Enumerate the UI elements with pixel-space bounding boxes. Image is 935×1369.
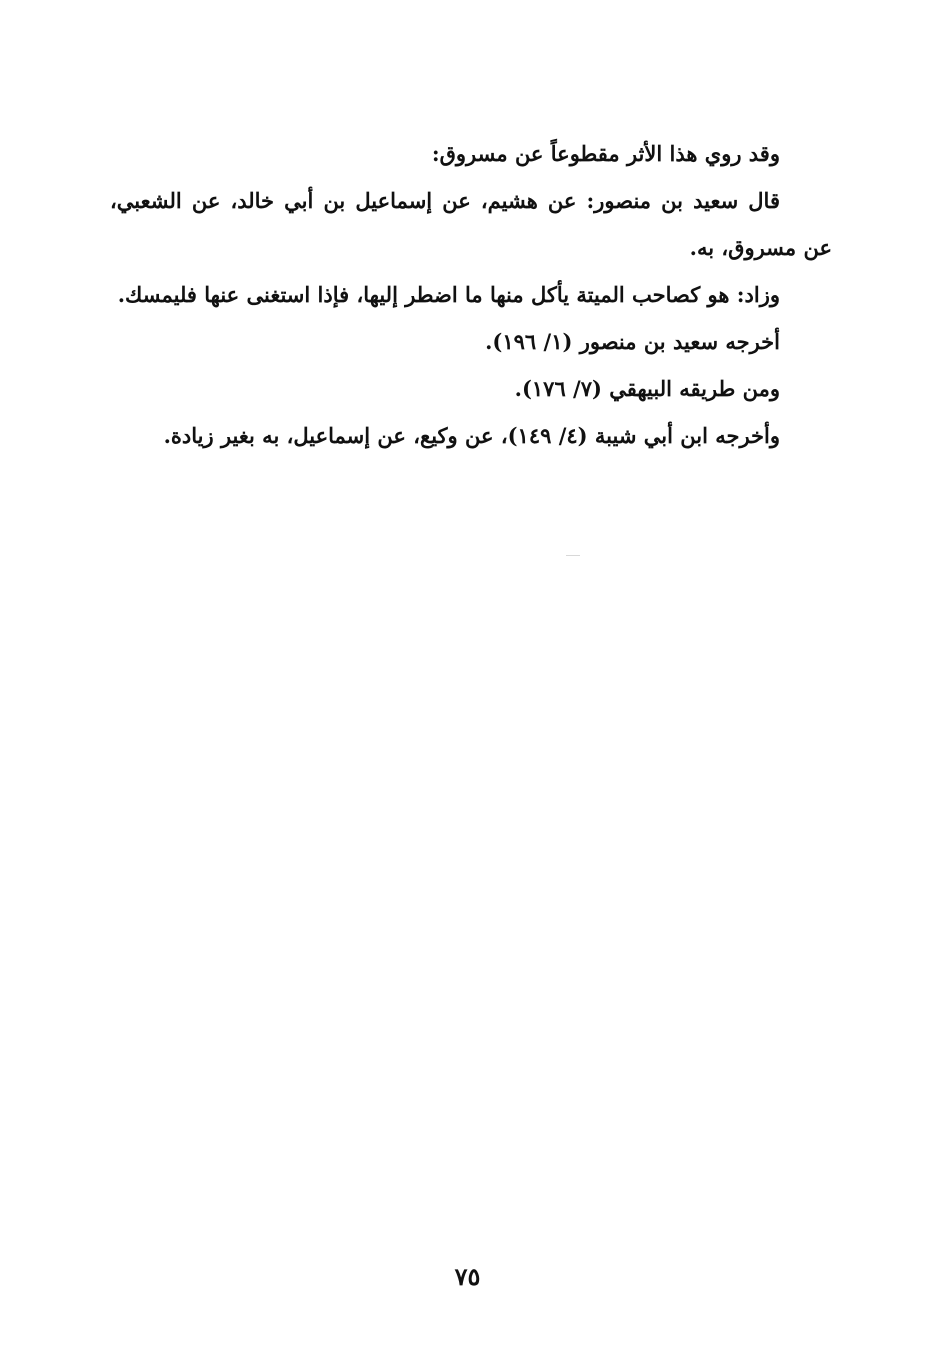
text-line-source-saeed: أخرجه سعيد بن منصور (١/ ١٩٦).	[485, 329, 780, 354]
text-line-intro: وقد روي هذا الأثر مقطوعاً عن مسروق:	[431, 141, 780, 166]
stray-mark	[566, 555, 580, 556]
text-line-source-ibn-abi-shayba: وأخرجه ابن أبي شيبة (٤/ ١٤٩)، عن وكيع، عن إسماعيل، به بغير زيادة.	[163, 423, 780, 448]
text-line-chain-end: عن مسروق، به.	[689, 235, 832, 260]
text-line-source-bayhaqi: ومن طريقه البيهقي (٧/ ١٧٦).	[514, 376, 780, 401]
page-number: ٧٥	[454, 1262, 481, 1291]
text-line-chain: قال سعيد بن منصور: عن هشيم، عن إسماعيل بن أبي خالد، عن الشعبي،	[110, 188, 780, 213]
text-line-addition: وزاد: هو كصاحب الميتة يأكل منها ما اضطر إليها، فإذا استغنى عنها فليمسك.	[117, 282, 780, 307]
body-text	[110, 130, 832, 459]
